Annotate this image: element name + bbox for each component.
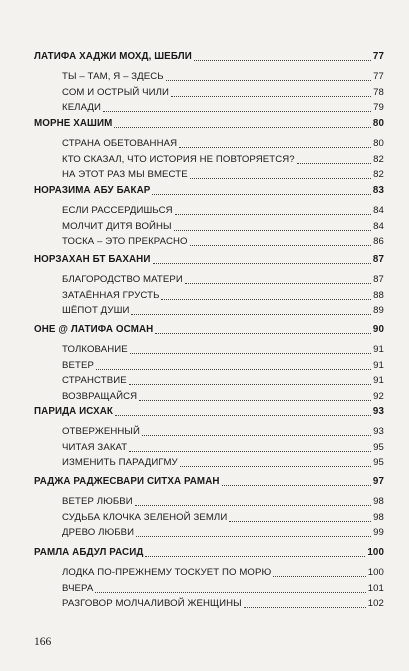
toc-poem-entry-page: 91 [373,344,384,355]
toc-author-entry-page: 87 [372,254,384,265]
toc-poem-entry-title: СТРАНСТВИЕ [62,375,127,386]
toc-author-entry-title: НОРАЗИМА АБУ БАКАР [34,185,151,196]
dot-leader [155,333,371,334]
dot-leader [161,299,371,300]
toc-poem-entry [62,205,384,217]
toc-author-entry [34,118,384,130]
toc-poem-entry-title: ЧИТАЯ ЗАКАТ [62,441,128,453]
toc-poem-entry [62,598,384,610]
toc-poem-entry-title: МОЛЧИТ ДИТЯ ВОЙНЫ [62,220,172,232]
dot-leader [95,592,365,593]
dot-leader [174,230,371,231]
dot-leader [244,607,366,608]
toc-poem-entry-page: 84 [373,220,384,232]
toc-author-entry [34,254,384,266]
toc-poem-entry [62,344,384,356]
dot-leader [114,127,370,128]
dot-leader [135,505,371,506]
toc-poem-entry [62,87,384,99]
toc-author-entry-page: 83 [372,185,384,196]
toc-poem-entry [62,71,384,83]
toc-poem-entry-title: ВЕТЕР [62,359,94,371]
toc-poem-entry-title: ЗАТАЁННАЯ ГРУСТЬ [62,289,160,301]
toc-poem-entry-title: ВЧЕРА [62,582,94,594]
toc-poem-entry-title: СТРАНА ОБЕТОВАННАЯ [62,138,178,149]
toc-poem-entry [62,375,384,387]
dot-leader [153,263,371,264]
dot-leader [190,245,372,246]
toc-poem-entry [62,391,384,403]
toc-poem-entry-page: 84 [373,205,384,216]
page-number: 166 [34,636,52,648]
toc-poem-entry-page: 82 [373,153,384,165]
toc-author-entry [34,185,384,197]
dot-leader [185,283,371,284]
dot-leader [229,521,371,522]
dot-leader [145,556,365,557]
toc-poem-entry [62,527,384,539]
toc-poem-entry-page: 100 [367,567,384,578]
toc-poem-entry-page: 89 [373,305,384,316]
toc-author-entry-title: РАМЛА АБДУЛ РАСИД [34,547,144,558]
toc-poem-entry-title: ИЗМЕНИТЬ ПАРАДИГМУ [62,457,178,468]
dot-leader [190,178,371,179]
toc-poem-entry-page: 92 [373,390,384,402]
toc-author-entry [34,324,384,336]
toc-poem-entry-page: 88 [373,289,384,301]
toc-poem-entry-page: 87 [373,274,384,285]
dot-leader [103,111,371,112]
toc-poem-entry-title: ВОЗВРАЩАЙСЯ [62,390,138,402]
toc-poem-entry [62,426,384,438]
toc-poem-entry-title: ВЕТЕР ЛЮБВИ [62,496,133,507]
toc-author-entry-page: 77 [372,51,384,62]
toc-author-entry [34,476,384,488]
toc-poem-entry-page: 77 [373,71,384,82]
dot-leader [115,415,371,416]
toc-poem-entry-title: ОТВЕРЖЕННЫЙ [62,426,141,437]
toc-author-entry [34,547,384,559]
dot-leader [96,369,371,370]
toc-poem-entry [62,102,384,114]
toc-poem-entry [62,512,384,524]
toc-poem-entry [62,236,384,248]
toc-poem-entry-page: 98 [373,511,384,523]
dot-leader [129,384,371,385]
dot-leader [175,214,371,215]
dot-leader [136,536,371,537]
toc-poem-entry-page: 102 [367,598,384,609]
toc-author-entry-title: ЛАТИФА ХАДЖИ МОХД, ШЕБЛИ [34,51,192,62]
dot-leader [222,485,371,486]
toc-poem-entry-page: 99 [373,527,384,538]
toc-poem-entry-title: ЛОДКА ПО-ПРЕЖНЕМУ ТОСКУЕТ ПО МОРЮ [62,567,272,578]
dot-leader [297,163,371,164]
toc-poem-entry-page: 79 [373,102,384,113]
toc-poem-entry [62,583,384,595]
toc-poem-entry-page: 101 [367,582,384,594]
toc-author-entry-title: ПАРИДА ИСХАК [34,406,114,417]
toc-author-entry [34,406,384,418]
dot-leader [129,451,371,452]
dot-leader [139,400,371,401]
toc-author-entry-page: 90 [372,324,384,335]
toc-poem-entry-title: ТОЛКОВАНИЕ [62,344,128,355]
toc-author-entry-page: 100 [367,547,384,558]
toc-poem-entry-title: ШЁПОТ ДУШИ [62,305,130,316]
toc-poem-entry-page: 95 [373,457,384,468]
toc-poem-entry [62,221,384,233]
toc-poem-entry-title: ДРЕВО ЛЮБВИ [62,527,135,538]
toc-poem-entry-page: 80 [373,138,384,149]
toc-poem-entry-page: 91 [373,375,384,386]
toc-poem-entry-title: КЕЛАДИ [62,102,101,113]
dot-leader [194,60,371,61]
toc-poem-entry [62,138,384,150]
toc-poem-entry [62,567,384,579]
toc-poem-entry-page: 95 [373,441,384,453]
toc-poem-entry-title: СОМ И ОСТРЫЙ ЧИЛИ [62,86,169,98]
toc-author-entry-page: 97 [372,476,384,487]
toc-poem-entry-title: ТОСКА – ЭТО ПРЕКРАСНО [62,236,188,247]
toc-poem-entry [62,496,384,508]
dot-leader [171,96,371,97]
toc-author-entry-page: 80 [372,118,384,129]
dot-leader [152,194,370,195]
toc-poem-entry-title: БЛАГОРОДСТВО МАТЕРИ [62,274,183,285]
toc-poem-entry [62,154,384,166]
toc-author-entry-title: РАДЖА РАДЖЕСВАРИ СИТХА РАМАН [34,476,220,487]
dot-leader [179,147,371,148]
dot-leader [166,80,371,81]
toc-poem-entry-page: 98 [373,496,384,507]
dot-leader [180,466,371,467]
toc-poem-entry [62,274,384,286]
toc-poem-entry-page: 86 [373,236,384,247]
toc-poem-entry-title: ТЫ – ТАМ, Я – ЗДЕСЬ [62,71,164,82]
dot-leader [142,435,371,436]
toc-poem-entry [62,290,384,302]
toc-author-entry-page: 93 [372,406,384,417]
toc-poem-entry-title: КТО СКАЗАЛ, ЧТО ИСТОРИЯ НЕ ПОВТОРЯЕТСЯ? [62,153,295,165]
toc-author-entry [34,51,384,63]
toc-poem-entry [62,457,384,469]
dot-leader [130,353,371,354]
toc-author-entry-title: МОРНЕ ХАШИМ [34,118,113,129]
dot-leader [273,576,365,577]
toc-poem-entry-title: СУДЬБА КЛОЧКА ЗЕЛЕНОЙ ЗЕМЛИ [62,511,228,523]
toc-poem-entry-title: РАЗГОВОР МОЛЧАЛИВОЙ ЖЕНЩИНЫ [62,598,242,609]
toc-poem-entry-page: 91 [373,359,384,371]
toc-poem-entry [62,169,384,181]
toc-author-entry-title: ОНЕ @ ЛАТИФА ОСМАН [34,324,154,335]
toc-poem-entry [62,442,384,454]
toc-poem-entry-page: 78 [373,86,384,98]
toc-poem-entry-title: ЕСЛИ РАССЕРДИШЬСЯ [62,205,173,216]
toc-poem-entry-page: 93 [373,426,384,437]
toc-poem-entry-title: НА ЭТОТ РАЗ МЫ ВМЕСТЕ [62,169,188,180]
dot-leader [131,314,371,315]
toc-author-entry-title: НОРЗАХАН БТ БАХАНИ [34,254,151,265]
toc-poem-entry [62,305,384,317]
toc-poem-entry-page: 82 [373,169,384,180]
toc-poem-entry [62,360,384,372]
